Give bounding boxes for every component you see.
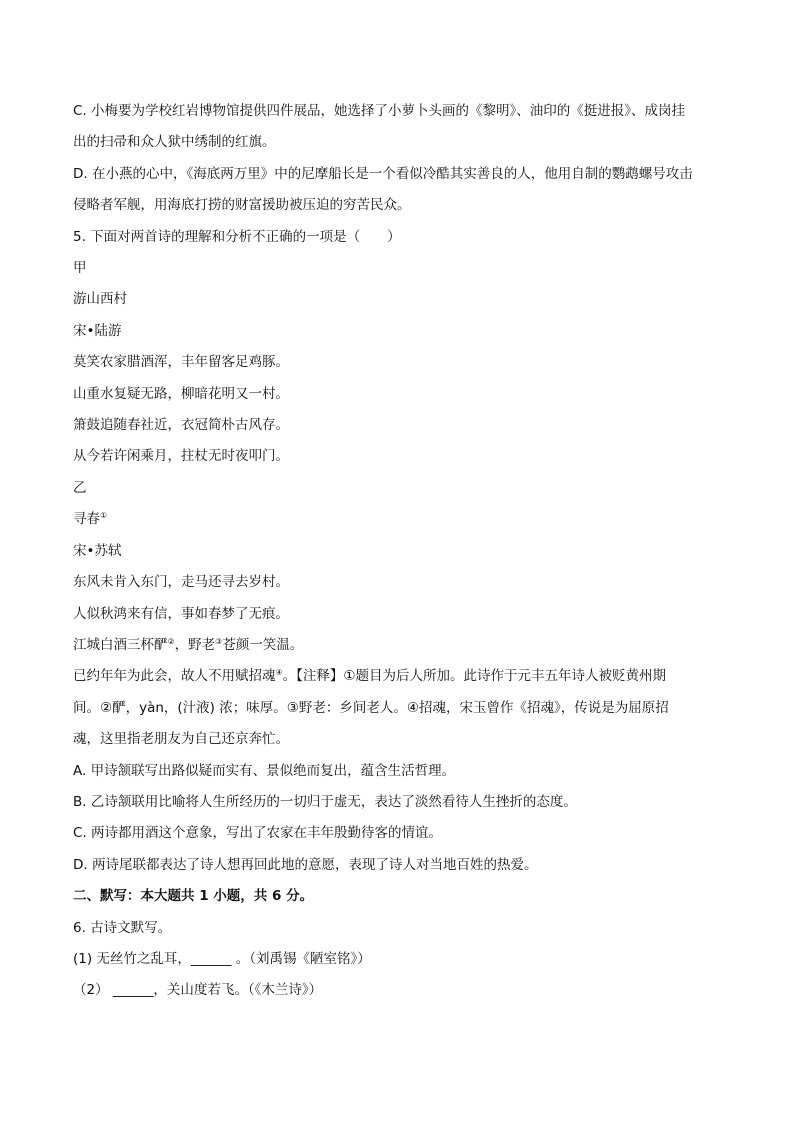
notes-line: 间。②酽，yàn，(汁液) 浓；味厚。③野老：乡间老人。④招魂，宋玉曾作《招魂》，传说是为屈原招 <box>73 699 669 716</box>
footnote-mark: ④ <box>275 668 283 678</box>
notes-text: 。【注释】①题目为后人所加。此诗作于元丰五年诗人被贬黄州期 <box>282 668 667 685</box>
q6-item-1 <box>73 944 733 975</box>
answer-blank: ______ <box>112 982 154 999</box>
q5-option-b: B. 乙诗颔联用比喻将人生所经历的一切归于虚无，表达了淡然看待人生挫折的态度。 <box>73 793 577 810</box>
footnote-mark: ③ <box>215 636 223 646</box>
document-page <box>73 96 733 1007</box>
poem-b-text: 已约年年为此会，故人不用赋招魂 <box>73 668 276 685</box>
q6-item-1-suffix: 。（刘禹锡《陋室铭》） <box>231 950 371 967</box>
poem-b-line <box>73 630 733 661</box>
poem-b-title: 寻春 <box>73 511 100 528</box>
q4-option-c-line1: C. 小梅要为学校红岩博物馆提供四件展品，她选择了小萝卜头画的《黎明》、油印的《挺进报》、成岗挂 <box>73 103 686 119</box>
section-heading: 二、默写：本大题共 1 小题，共 6 分。 <box>73 888 314 905</box>
poem-b-line: 东风未肯入东门，走马还寻去岁村。 <box>73 574 289 591</box>
notes-line: 魂，这里指老朋友为自己还京奔忙。 <box>73 731 289 748</box>
poem-a-line: 山重水复疑无路，柳暗花明又一村。 <box>73 385 289 402</box>
q6-item-2-suffix: ，关山度若飞。（《木兰诗》） <box>153 982 323 999</box>
q4-option-c-line2: 出的扫帚和众人狱中绣制的红旗。 <box>73 134 276 151</box>
poem-b-label: 乙 <box>73 479 87 496</box>
q5-option-a: A. 甲诗颔联写出路似疑而实有、景似绝而复出，蕴含生活哲理。 <box>73 762 456 779</box>
poem-b-title-row <box>73 504 733 535</box>
poem-a-author: 宋•陆游 <box>73 322 122 339</box>
poem-a-line: 从今若许闲乘月，拄杖无时夜叩门。 <box>73 448 289 465</box>
q6-item-2-prefix: （2） <box>73 982 109 999</box>
q5-option-c: C. 两诗都用酒这个意象，写出了农家在丰年殷勤待客的情谊。 <box>73 825 443 842</box>
poem-b-author: 宋•苏轼 <box>73 542 122 559</box>
q5-question: 5. 下面对两首诗的理解和分析不正确的一项是（ ） <box>73 228 401 245</box>
q4-option-d-line1: D. 在小燕的心中，《海底两万里》中的尼摩船长是一个看似冷酷其实善良的人，他用自制的鹦鹉螺号攻击 <box>73 165 693 182</box>
q6-item-2 <box>73 975 733 1006</box>
q6-item-1-prefix: (1) 无丝竹之乱耳， <box>73 950 191 967</box>
q4-option-d-line2: 侵略者军舰，用海底打捞的财富援助被压迫的穷苦民众。 <box>73 197 411 214</box>
q6-question: 6. 古诗文默写。 <box>73 919 172 936</box>
answer-blank: ______ <box>190 950 232 967</box>
poem-b-line-with-notes <box>73 661 733 692</box>
poem-b-text: 苍颜一笑温。 <box>222 636 304 653</box>
poem-a-line: 莫笑农家腊酒浑，丰年留客足鸡豚。 <box>73 354 289 371</box>
poem-b-text: ，野老 <box>174 636 216 653</box>
footnote-mark: ② <box>167 636 175 646</box>
poem-b-text: 江城白酒三杯酽 <box>73 636 168 653</box>
poem-a-title: 游山西村 <box>73 291 127 308</box>
poem-a-label: 甲 <box>73 260 87 277</box>
footnote-mark: ① <box>100 511 108 521</box>
q5-option-d: D. 两诗尾联都表达了诗人想再回此地的意愿，表现了诗人对当地百姓的热爱。 <box>73 856 538 873</box>
poem-a-line: 箫鼓追随春社近，衣冠简朴古风存。 <box>73 417 289 434</box>
poem-b-line: 人似秋鸿来有信，事如春梦了无痕。 <box>73 605 289 622</box>
